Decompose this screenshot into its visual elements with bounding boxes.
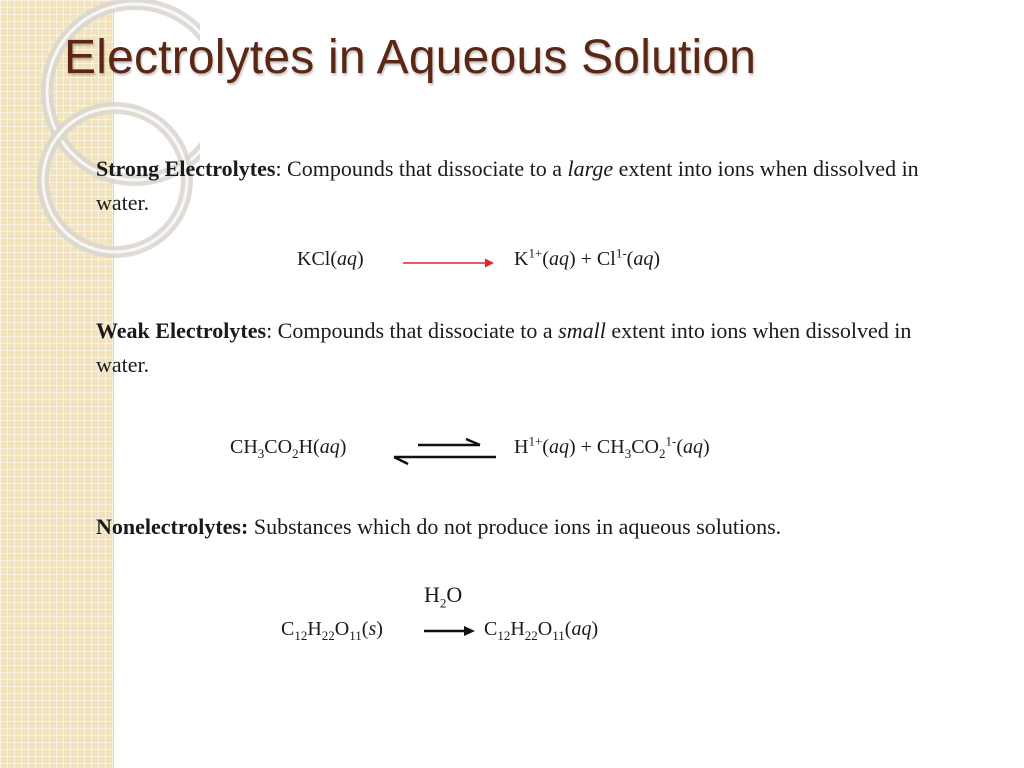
acetic-acid-reactant: $CH_3CO_2H(aq)$ [230, 436, 347, 461]
strong-electrolytes-term: Strong Electrolytes [96, 156, 276, 181]
acetic-acid-products: $H^{1+}(aq) + CH_3CO_2^{1-}(aq)$ [514, 433, 710, 461]
water-solvent-label: $H_2O$ [424, 582, 463, 611]
strong-electrolytes-definition: Strong Electrolytes: Compounds that dissociate to a large extent into ions when dissolved in water. [96, 156, 919, 215]
nonelectrolytes-definition: Nonelectrolytes: Substances which do not produce ions in aqueous solutions. [96, 514, 782, 539]
slide-title: Electrolytes in Aqueous Solution [64, 31, 757, 84]
weak-electrolytes-term: Weak Electrolytes [96, 318, 267, 343]
equilibrium-arrow-icon [390, 436, 498, 468]
forward-arrow-icon [403, 256, 495, 270]
weak-electrolytes-definition: Weak Electrolytes: Compounds that dissociate to a small extent into ions when dissolved in water. [96, 318, 912, 377]
dissolve-arrow-icon [424, 624, 476, 638]
sucrose-product: $C_{12}H_{22}O_{11}(aq)$ [484, 618, 599, 643]
kcl-products: $K^{1+}(aq) + Cl^{1-}(aq)$ [514, 245, 661, 270]
nonelectrolytes-term: Nonelectrolytes: [96, 514, 249, 539]
sucrose-reactant: $C_{12}H_{22}O_{11}(s)$ [281, 618, 383, 643]
kcl-reactant: KCl(aq) [297, 248, 364, 270]
